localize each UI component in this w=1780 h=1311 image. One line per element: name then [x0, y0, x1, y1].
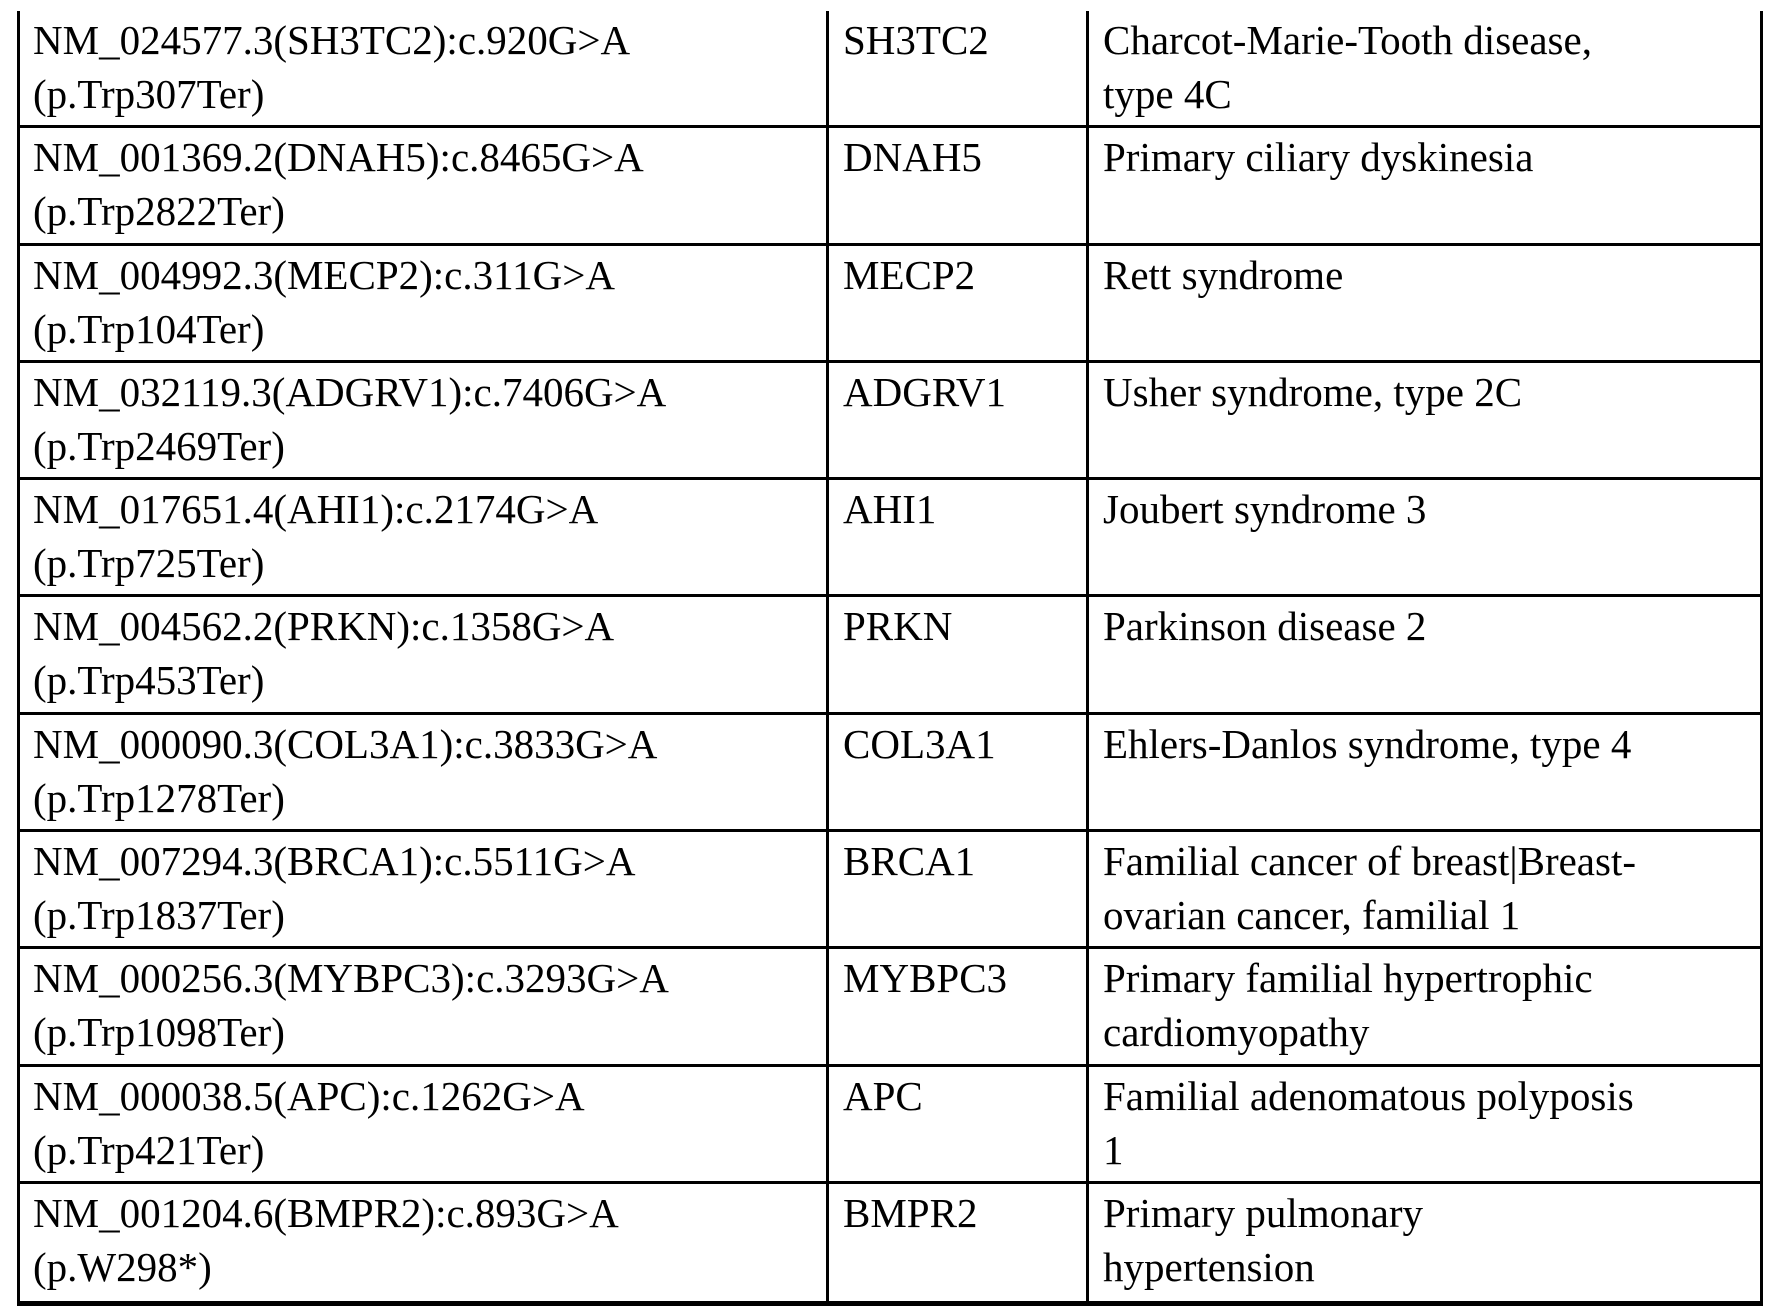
variant-table — [17, 11, 1763, 1306]
variant-cell: NM_017651.4(AHI1):c.2174G>A (p.Trp725Ter) — [33, 486, 599, 587]
table-row — [20, 363, 1760, 480]
gene-cell: MYBPC3 — [826, 949, 1086, 1063]
condition-cell: Familial cancer of breast|Breast- ovarian cancer, familial 1 — [1086, 832, 1760, 946]
gene-cell: APC — [826, 1067, 1086, 1181]
variant-cell: NM_001204.6(BMPR2):c.893G>A (p.W298*) — [33, 1189, 619, 1290]
table-row — [20, 1067, 1760, 1184]
condition-cell: Rett syndrome — [1086, 246, 1760, 360]
condition-cell: Primary familial hypertrophic cardiomyopathy — [1086, 949, 1760, 1063]
variant-cell: NM_032119.3(ADGRV1):c.7406G>A (p.Trp2469Ter) — [33, 368, 667, 469]
variant-cell: NM_007294.3(BRCA1):c.5511G>A (p.Trp1837Ter) — [33, 838, 636, 939]
table-row — [20, 246, 1760, 363]
gene-cell: PRKN — [826, 597, 1086, 711]
condition-cell: Familial adenomatous polyposis 1 — [1086, 1067, 1760, 1181]
condition-cell: Usher syndrome, type 2C — [1086, 363, 1760, 477]
variant-cell: NM_004562.2(PRKN):c.1358G>A (p.Trp453Ter) — [33, 603, 615, 704]
gene-cell: COL3A1 — [826, 715, 1086, 829]
variant-cell: NM_000256.3(MYBPC3):c.3293G>A (p.Trp1098Ter) — [33, 955, 669, 1056]
table-row — [20, 949, 1760, 1066]
condition-cell: Primary pulmonary hypertension — [1086, 1184, 1760, 1301]
gene-cell: AHI1 — [826, 480, 1086, 594]
variant-cell: NM_004992.3(MECP2):c.311G>A (p.Trp104Ter) — [33, 251, 615, 352]
variant-cell: NM_000090.3(COL3A1):c.3833G>A (p.Trp1278Ter) — [33, 720, 658, 821]
condition-cell: Ehlers-Danlos syndrome, type 4 — [1086, 715, 1760, 829]
gene-cell: SH3TC2 — [826, 11, 1086, 125]
gene-cell: MECP2 — [826, 246, 1086, 360]
condition-cell: Joubert syndrome 3 — [1086, 480, 1760, 594]
gene-cell: ADGRV1 — [826, 363, 1086, 477]
table-row — [20, 11, 1760, 128]
table-row — [20, 715, 1760, 832]
variant-cell: NM_024577.3(SH3TC2):c.920G>A (p.Trp307Ter) — [33, 17, 631, 117]
gene-cell: BRCA1 — [826, 832, 1086, 946]
table-row — [20, 597, 1760, 714]
gene-cell: BMPR2 — [826, 1184, 1086, 1301]
variant-cell: NM_000038.5(APC):c.1262G>A (p.Trp421Ter) — [33, 1072, 585, 1173]
table-row — [20, 832, 1760, 949]
condition-cell: Primary ciliary dyskinesia — [1086, 128, 1760, 242]
condition-cell: Charcot-Marie-Tooth disease, type 4C — [1086, 11, 1760, 125]
variant-cell: NM_001369.2(DNAH5):c.8465G>A (p.Trp2822Ter) — [33, 134, 644, 235]
table-row — [20, 480, 1760, 597]
table-row — [20, 1184, 1760, 1301]
gene-cell: DNAH5 — [826, 128, 1086, 242]
condition-cell: Parkinson disease 2 — [1086, 597, 1760, 711]
table-row — [20, 128, 1760, 245]
